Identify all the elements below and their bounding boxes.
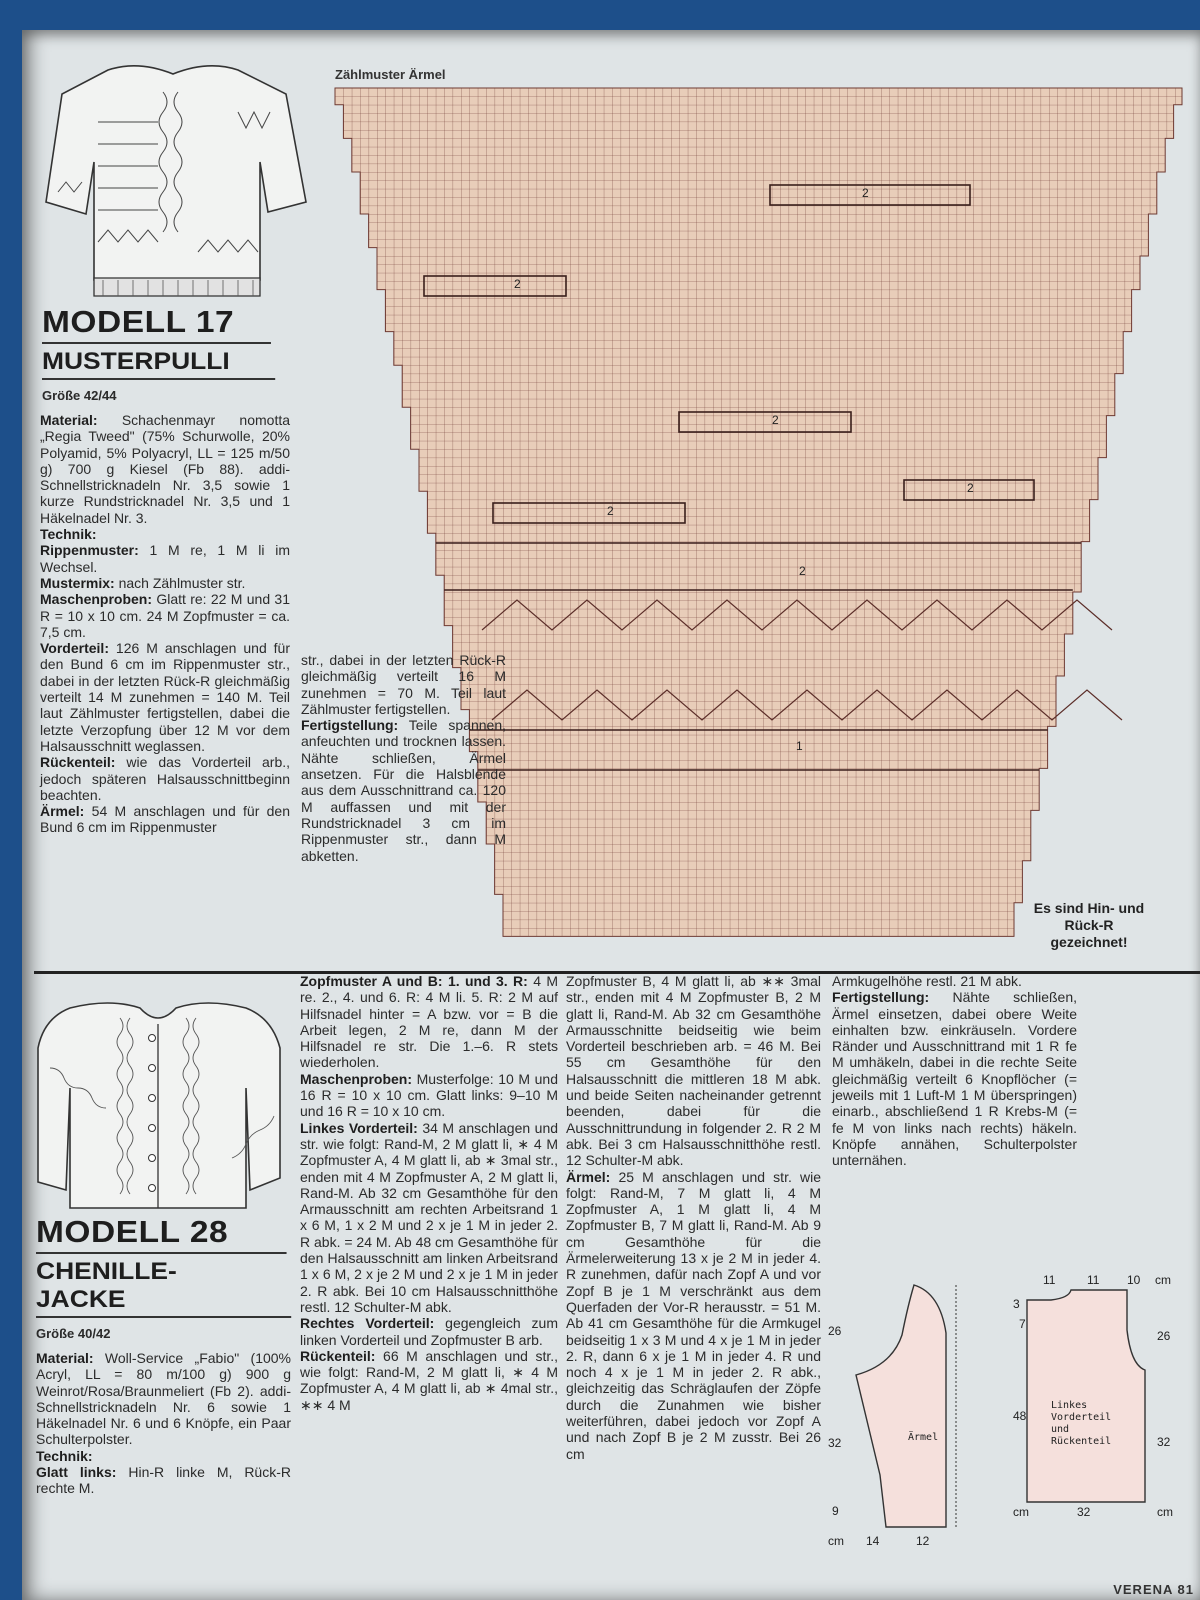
model28-column4 [832, 973, 1077, 1169]
dim: 12 [916, 1534, 930, 1548]
chart-marker: 1 [796, 739, 803, 753]
dim: cm [1157, 1505, 1173, 1519]
dim: 32 [828, 1436, 842, 1450]
text: Nähte schließen, Ärmel einsetzen, dabei obere Weite einhalten bzw. einkräuseln. Vordere Ränder und Ausschnittrand mit 1 R fe M umhäkeln, dabei in die rechte Seite gleichmäßig verteilt 6 Knopflöcher (= jeweils mit 1 Luft-M 1 M überspringen) einarb., abschließend 1 R Krebs-M (= fe M von links nach rechts) häkeln. Knöpfe annähen, Schulterpolster unternähen. [832, 989, 1077, 1169]
chart-marker: 2 [799, 564, 806, 578]
body-label: Vorderteil [1051, 1412, 1112, 1423]
dim: 11 [1043, 1273, 1056, 1287]
label: Glatt links: [36, 1464, 117, 1481]
label: Ärmel: [566, 1168, 611, 1185]
chart-marker: 2 [514, 277, 521, 291]
model17-title: MODELL 17 [42, 304, 271, 344]
model28-column3 [566, 973, 821, 1462]
label: Rippenmuster: [40, 542, 139, 559]
text: 66 M anschlagen und str., wie folgt: Rand-M, 2 M glatt li, ∗ 4 M Zopfmuster A, 4 M glatt li, ab ∗ 4mal str., ∗∗ 4 M [300, 1347, 559, 1413]
model28-name: CHENILLE- JACKE [36, 1258, 291, 1318]
text: Armkugelhöhe restl. 21 M abk. [832, 973, 1022, 989]
text: Teile spannen, anfeuchten und trocknen lassen. Nähte schließen, Ärmel ansetzen. Für die Halsblende aus dem Ausschnittrand ca. 120 M auffassen und mit der Rundstricknadel 3 cm im Rippenmuster str., dann M abketten. [301, 717, 506, 864]
text: Musterfolge: 10 M und 16 R = 10 x 10 cm. Glatt links: 9–10 M und 16 R = 10 x 10 cm. [300, 1070, 559, 1120]
label: Maschenproben: [40, 591, 153, 608]
model28-title: MODELL 28 [36, 1214, 287, 1254]
model28-size: Größe 40/42 [36, 1326, 111, 1341]
model17-continuation [301, 652, 506, 864]
body-label: und [1051, 1424, 1070, 1435]
magazine-page [22, 30, 1200, 1600]
label: Fertigstellung: [832, 989, 930, 1006]
dim: 32 [1157, 1435, 1171, 1449]
model17-name: MUSTERPULLI [42, 348, 275, 380]
label: Rückenteil: [300, 1347, 376, 1364]
text: 54 M anschlagen und für den Bund 6 cm im Rippenmuster [40, 803, 290, 836]
dim: 14 [866, 1534, 880, 1548]
label: Mustermix: [40, 574, 115, 591]
text: 1 M re, 1 M li im Wechsel. [40, 542, 290, 575]
model28-column2 [300, 973, 558, 1413]
text: Zopfmuster B, 4 M glatt li, ab ∗∗ 3mal str., enden mit 4 M Zopfmuster B, 2 M glatt li, Rand-M. Ab 32 cm Gesamthöhe Armausschnitte beidseitig wie beim Vorderteil beschrieben arb. = 46 M. Bei 55 cm Gesamthöhe für den Halsausschnitt die mittleren 18 M abk. und beide Seiten nacheinander getrennt beenden, dabei für die Ausschnittrundung in folgender 2. R 2 M abk. Bei 3 cm Halsausschnitthöhe restl. 12 Schulter-M abk. [566, 973, 821, 1169]
dim: 26 [828, 1324, 842, 1338]
label: Fertigstellung: [301, 717, 399, 734]
cardigan-sketch [22, 968, 288, 1228]
dim: cm [828, 1534, 844, 1548]
text: 34 M anschlagen und str. wie folgt: Rand-M, 2 M glatt li, ∗ 4 M Zopfmuster A, 4 M glatt li, ab ∗ 3mal str., enden mit 4 M Zopfmuster A, 2 M glatt li, Rand-M. Ab 32 cm Gesamthöhe für den Armausschnitt am rechten Arbeitsrand 1 x 6 M, 1 x 2 M und 2 x je 1 M in jeder 2. R abk. = 24 M. Ab 48 cm Gesamthöhe für den Halsausschnitt am linken Arbeitsrand 1 x 6 M, 2 x je 2 M und 2 x je 1 M in jeder 2. R abk. Bei 10 cm Halsausschnitthöhe restl. 12 Schulter-M abk. [300, 1119, 559, 1315]
dim: 11 [1087, 1273, 1100, 1287]
text: 126 M anschlagen und für den Bund 6 cm im Rippenmuster str., dabei in der letzten Rück-R gleichmäßig verteilt 14 M zunehmen = 140 M. Teil laut Zählmuster fertigstellen, dabei die letzte Verzopfung über 12 M vor dem Halsausschnitt weglassen. [40, 640, 290, 754]
text: Schachenmayr nomotta „Regia Tweed" (75% Schurwolle, 20% Polyamid, 5% Polyacryl, LL = 125 m/50 g) 700 g Kiesel (Fb 88). addi-Schnellstricknadeln Nr. 3,5 sowie 1 kurze Rundstricknadel Nr. 3,5 und 1 Häkelnadel Nr. 3. [40, 412, 291, 526]
model17-size: Größe 42/44 [42, 388, 117, 403]
label: Ärmel: [40, 803, 85, 820]
dim: 7 [1019, 1317, 1026, 1331]
label: Vorderteil: [40, 640, 109, 657]
body-schematic [1007, 1270, 1182, 1540]
chart-marker: 2 [607, 504, 614, 518]
sleeve-schematic [822, 1275, 972, 1550]
label: Rechtes Vorderteil: [300, 1315, 435, 1332]
text: Glatt re: 22 M und 31 R = 10 x 10 cm. 24 M Zopfmuster = ca. 7,5 cm. [40, 591, 290, 640]
text: gegengleich zum linken Vorderteil und Zopfmuster B arb. [300, 1315, 558, 1348]
body-label: Rückenteil [1051, 1436, 1112, 1447]
text: wie das Vorderteil arb., jedoch späteren Halsausschnittbeginn beachten. [40, 754, 291, 803]
knitting-chart [22, 30, 1200, 970]
label: Rückenteil: [40, 754, 116, 771]
text: str., dabei in der letzten Rück-R gleichmäßig verteilt 16 M zunehmen = 70 M. Teil laut Zählmuster fertigstellen. [301, 652, 506, 717]
chart-marker: 2 [772, 413, 779, 427]
sleeve-label: Ärmel [908, 1432, 939, 1443]
text: Woll-Service „Fabio" (100% Acryl, LL = 80 m/100 g) 900 g Weinrot/Rosa/Braunmeliert (Fb 2). addi-Schnellstricknadeln Nr. 6 sowie 1 Häkelnadel Nr. 6 und 6 Knöpfe, ein Paar Schulterpolster. [36, 1350, 291, 1448]
model28-material [36, 1350, 291, 1497]
label: Maschenproben: [300, 1070, 413, 1087]
label: Technik: [36, 1447, 93, 1464]
label: Technik: [40, 526, 97, 543]
text: 25 M anschlagen und str. wie folgt: Rand-M, 7 M glatt li, 4 M Zopfmuster A, 1 M glatt li, 4 M Zopfmuster B, 7 M glatt li, Rand-M. Ab 9 cm Gesamthöhe für die Ärmelerweiterung 13 x je 2 M in jeder 4. R zunehmen, dafür nach Zopf A und vor Zopf B je 1 M verschränkt aus dem Querfaden der Vor-R herausstr. = 51 M. Ab 41 cm Gesamthöhe für die Armkugel beidseitig 1 x 3 M und 4 x je 1 M in jeder 2. R, dann 6 x je 1 M in jeder 4. R und noch 4 x je 1 M in jeder 2. R abk., gleichzeitig das Schräglaufen der Zöpfe durch die Zunahmen wie bisher weiterführen, dabei jedoch vor Zopf A und nach Zopf B je 2 M zusstr. Bei 26 cm [566, 1168, 821, 1462]
dim: 3 [1013, 1297, 1020, 1311]
text: Hin-R linke M, Rück-R rechte M. [36, 1464, 291, 1497]
body-label: Linkes [1051, 1400, 1088, 1411]
dim: 9 [832, 1504, 839, 1518]
label: Material: [36, 1350, 94, 1366]
text: nach Zählmuster str. [118, 574, 246, 591]
chart-marker: 2 [862, 186, 869, 200]
dim: 10 [1127, 1273, 1141, 1287]
chart-note: Es sind Hin- und Rück-R gezeichnet! [1033, 900, 1145, 950]
dim: 26 [1157, 1329, 1171, 1343]
label: Zopfmuster A und B: 1. und 3. R: [300, 973, 528, 989]
page-footer: VERENA 81 [1113, 1582, 1194, 1597]
label: Material: [40, 412, 98, 428]
dim: cm [1013, 1505, 1029, 1519]
dim: 48 [1013, 1409, 1027, 1423]
dim: 32 [1077, 1505, 1091, 1519]
label: Linkes Vorderteil: [300, 1119, 418, 1136]
chart-marker: 2 [967, 481, 974, 495]
dim: cm [1155, 1273, 1171, 1287]
chart-title: Zählmuster Ärmel [335, 67, 446, 82]
text: 4 M re. 2., 4. und 6. R: 4 M li. 5. R: 2 M auf Hilfsnadel hinter = A bzw. vor = B die Arbeit legen, 2 M re, dann M der Hilfsnadel re str. Die 1.–6. R stets wiederholen. [300, 973, 558, 1071]
